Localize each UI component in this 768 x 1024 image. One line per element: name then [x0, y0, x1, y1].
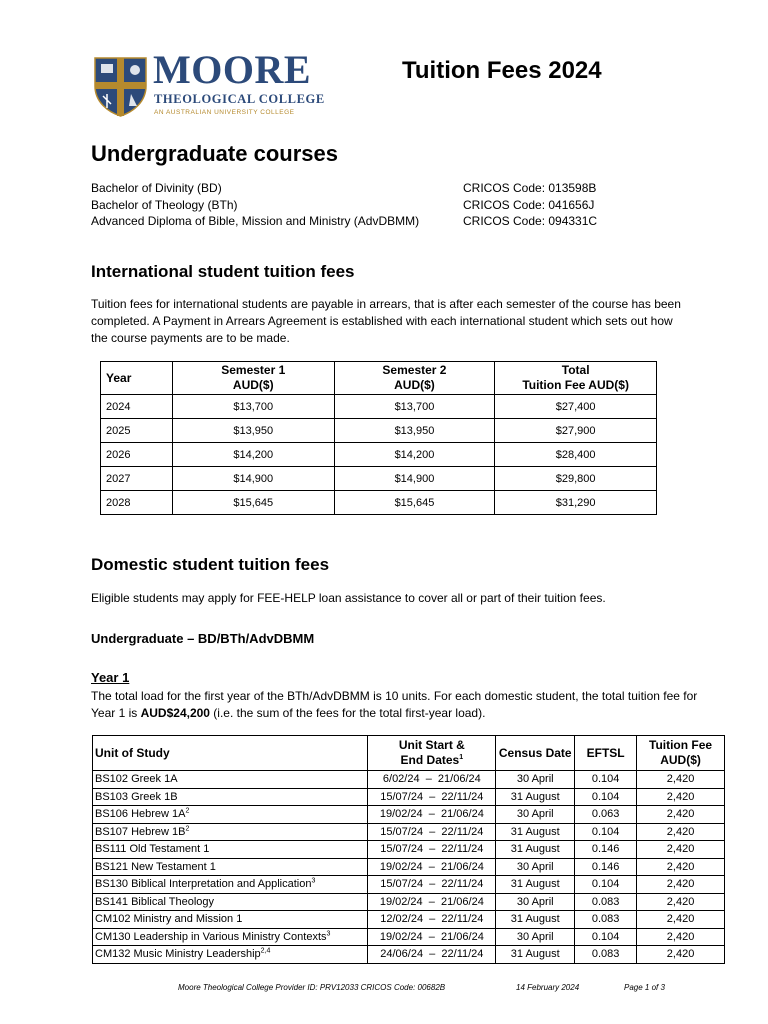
sem2-cell: $15,645 — [334, 491, 495, 515]
year1-total-fee: AUD$24,200 — [140, 706, 210, 720]
table-row — [93, 788, 725, 806]
logo-subtitle: THEOLOGICAL COLLEGE — [154, 92, 325, 106]
total-cell: $27,900 — [495, 419, 657, 443]
table-row — [93, 911, 725, 929]
fee-cell: 2,420 — [637, 806, 725, 824]
table-header-row — [93, 736, 725, 771]
col-year: Year — [101, 362, 173, 395]
census-cell: 31 August — [496, 946, 575, 964]
undergrad-heading: Undergraduate courses — [91, 141, 338, 166]
dates-cell: 19/02/24 – 21/06/24 — [368, 893, 496, 911]
college-crest-icon — [93, 56, 148, 118]
sem1-cell: $13,700 — [172, 395, 334, 419]
table-row — [93, 841, 725, 859]
table-row — [93, 823, 725, 841]
total-cell: $27,400 — [495, 395, 657, 419]
units-of-study-table — [92, 735, 725, 964]
census-cell: 31 August — [496, 841, 575, 859]
footer-org: Moore Theological College Provider ID: PRV12033 CRICOS Code: 00682B — [178, 983, 446, 992]
dates-cell: 15/07/24 – 22/11/24 — [368, 876, 496, 894]
table-row — [101, 491, 657, 515]
footer-page: Page 1 of 3 — [624, 983, 665, 992]
undergrad-subheading: Undergraduate – BD/BTh/AdvDBMM — [91, 631, 315, 646]
course-name: Advanced Diploma of Bible, Mission and Ministry (AdvDBMM) — [91, 214, 420, 228]
unit-cell: BS107 Hebrew $1B^2$ — [93, 823, 368, 841]
census-cell: 30 April — [496, 893, 575, 911]
fee-cell: 2,420 — [637, 893, 725, 911]
eftsl-cell: 0.083 — [575, 946, 637, 964]
course-row — [91, 214, 631, 230]
table-row — [93, 893, 725, 911]
census-cell: 30 April — [496, 806, 575, 824]
eftsl-cell: 0.104 — [575, 788, 637, 806]
fee-cell: 2,420 — [637, 771, 725, 789]
total-cell: $28,400 — [495, 443, 657, 467]
table-row — [93, 806, 725, 824]
table-row — [101, 467, 657, 491]
logo-tagline: AN AUSTRALIAN UNIVERSITY COLLEGE — [154, 109, 295, 116]
dates-cell: 15/07/24 – 22/11/24 — [368, 788, 496, 806]
fee-cell: 2,420 — [637, 876, 725, 894]
year-cell: 2024 — [101, 395, 173, 419]
course-row — [91, 181, 631, 197]
col-census: Census Date — [496, 736, 575, 771]
international-fees-table — [100, 361, 657, 515]
table-row — [101, 443, 657, 467]
cricos-code: CRICOS Code: 041656J — [463, 198, 595, 212]
dates-cell: 19/02/24 – 21/06/24 — [368, 928, 496, 946]
fee-cell: 2,420 — [637, 946, 725, 964]
census-cell: 31 August — [496, 911, 575, 929]
unit-cell: BS103 Greek 1B — [93, 788, 368, 806]
eftsl-cell: 0.063 — [575, 806, 637, 824]
census-cell: 30 April — [496, 928, 575, 946]
dates-cell: 24/06/24 – 22/11/24 — [368, 946, 496, 964]
unit-cell: CM102 Ministry and Mission 1 — [93, 911, 368, 929]
table-row — [93, 771, 725, 789]
census-cell: 31 August — [496, 823, 575, 841]
unit-cell: CM132 Music Ministry Leadership$^{2,4}$ — [93, 946, 368, 964]
year-cell: 2028 — [101, 491, 173, 515]
year-cell: 2026 — [101, 443, 173, 467]
eftsl-cell: 0.104 — [575, 771, 637, 789]
table-header-row — [101, 362, 657, 395]
unit-cell: BS111 Old Testament 1 — [93, 841, 368, 859]
unit-cell: BS106 Hebrew $1A^2$ — [93, 806, 368, 824]
eftsl-cell: 0.104 — [575, 823, 637, 841]
dates-cell: 6/02/24 – 21/06/24 — [368, 771, 496, 789]
dates-cell: 15/07/24 – 22/11/24 — [368, 841, 496, 859]
eftsl-cell: 0.146 — [575, 841, 637, 859]
sem1-cell: $14,200 — [172, 443, 334, 467]
unit-cell: BS102 Greek 1A — [93, 771, 368, 789]
total-cell: $31,290 — [495, 491, 657, 515]
year1-description: The total load for the first year of the BTh/AdvDBMM is 10 units. For each domestic student, the total tuition fee for Year 1 is AUD$24,200 (i.e. the sum of the fees for the total first-year load). — [91, 689, 698, 720]
international-heading: International student tuition fees — [91, 262, 355, 281]
col-semester-1: Semester 1 AUD($) — [172, 362, 334, 395]
table-row — [93, 876, 725, 894]
table-row — [93, 946, 725, 964]
fee-cell: 2,420 — [637, 911, 725, 929]
dates-cell: 12/02/24 – 22/11/24 — [368, 911, 496, 929]
cricos-code: CRICOS Code: 094331C — [463, 214, 598, 228]
year-cell: 2025 — [101, 419, 173, 443]
fee-cell: 2,420 — [637, 788, 725, 806]
domestic-heading: Domestic student tuition fees — [91, 555, 330, 574]
unit-cell: CM130 Leadership in Various Ministry Contexts$^3$ — [93, 928, 368, 946]
domestic-description: Eligible students may apply for FEE-HELP loan assistance to cover all or part of their tuition fees. — [91, 591, 606, 605]
unit-cell: BS130 Biblical Interpretation and Application$^3$ — [93, 876, 368, 894]
fee-cell: 2,420 — [637, 841, 725, 859]
international-description: Tuition fees for international students are payable in arrears, that is after each semester of the course has been completed. A Payment in Arrears Agreement is established with each international student which sets out how the course payments are to be made. — [91, 297, 681, 345]
eftsl-cell: 0.104 — [575, 928, 637, 946]
eftsl-cell: 0.146 — [575, 858, 637, 876]
census-cell: 30 April — [496, 858, 575, 876]
sem2-cell: $14,900 — [334, 467, 495, 491]
table-row — [101, 419, 657, 443]
col-semester-2: Semester 2 AUD($) — [334, 362, 495, 395]
census-cell: 31 August — [496, 876, 575, 894]
course-name: Bachelor of Theology (BTh) — [91, 198, 238, 212]
sem2-cell: $14,200 — [334, 443, 495, 467]
cricos-code: CRICOS Code: 013598B — [463, 181, 597, 195]
eftsl-cell: 0.083 — [575, 893, 637, 911]
table-row — [93, 858, 725, 876]
col-eftsl: EFTSL — [575, 736, 637, 771]
year-cell: 2027 — [101, 467, 173, 491]
dates-cell: 19/02/24 – 21/06/24 — [368, 858, 496, 876]
col-unit: Unit of Study — [93, 736, 368, 771]
fee-cell: 2,420 — [637, 928, 725, 946]
table-row — [101, 395, 657, 419]
sem1-cell: $15,645 — [172, 491, 334, 515]
total-cell: $29,800 — [495, 467, 657, 491]
unit-cell: BS141 Biblical Theology — [93, 893, 368, 911]
sem1-cell: $13,950 — [172, 419, 334, 443]
course-name: Bachelor of Divinity (BD) — [91, 181, 222, 195]
fee-cell: 2,420 — [637, 858, 725, 876]
sem1-cell: $14,900 — [172, 467, 334, 491]
census-cell: 30 April — [496, 771, 575, 789]
fee-cell: 2,420 — [637, 823, 725, 841]
year1-heading: Year 1 — [91, 670, 130, 685]
dates-cell: 19/02/24 – 21/06/24 — [368, 806, 496, 824]
footer-date: 14 February 2024 — [516, 983, 580, 992]
course-row — [91, 198, 631, 214]
unit-cell: BS121 New Testament 1 — [93, 858, 368, 876]
col-dates: Unit Start & End Dates$^1$ — [368, 736, 496, 771]
sem2-cell: $13,950 — [334, 419, 495, 443]
logo-name: MOORE — [153, 47, 312, 92]
census-cell: 31 August — [496, 788, 575, 806]
sem2-cell: $13,700 — [334, 395, 495, 419]
eftsl-cell: 0.083 — [575, 911, 637, 929]
eftsl-cell: 0.104 — [575, 876, 637, 894]
document-title: Tuition Fees 2024 — [402, 57, 602, 84]
col-fee: Tuition Fee AUD($) — [637, 736, 725, 771]
col-total: Total Tuition Fee AUD($) — [495, 362, 657, 395]
table-row — [93, 928, 725, 946]
dates-cell: 15/07/24 – 22/11/24 — [368, 823, 496, 841]
